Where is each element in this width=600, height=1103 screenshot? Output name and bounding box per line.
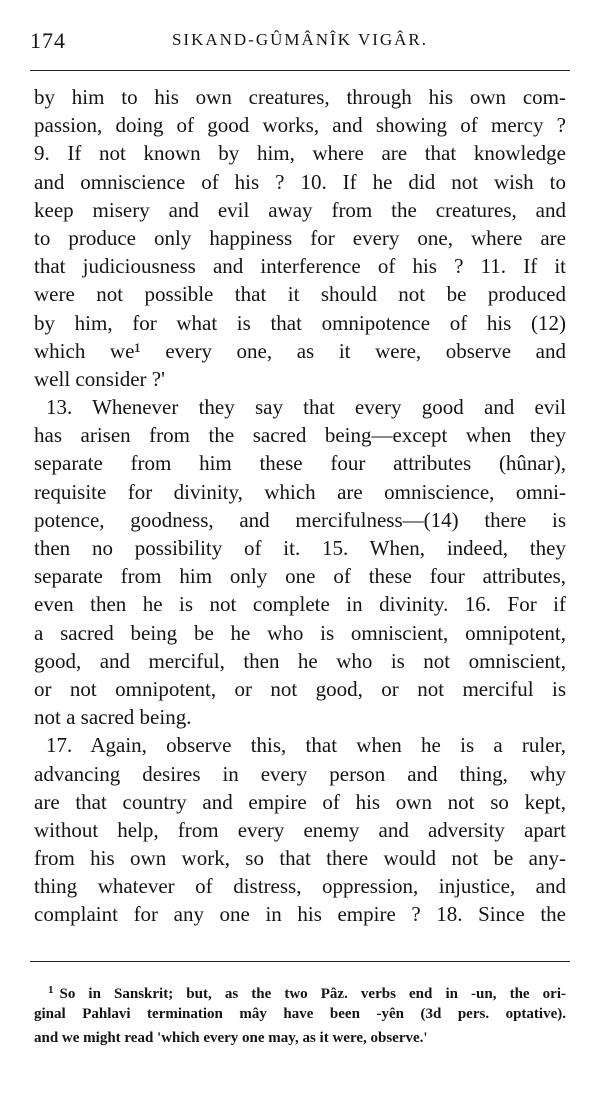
text-line: then no possibility of it. 15. When, indeed, they xyxy=(34,536,566,560)
text-line: potence, goodness, and mercifulness—(14) there is xyxy=(34,507,566,532)
running-title: SIKAND-GÛMÂNÎK VIGÂR. xyxy=(171,30,429,49)
text-line: a sacred being be he who is omniscient, omnipotent, xyxy=(34,620,566,645)
text-line: requisite for divinity, which are omniscience, omni- xyxy=(34,479,566,504)
body-text xyxy=(34,83,566,929)
text-line: or not omnipotent, or not good, or not merciful is xyxy=(34,676,566,701)
text-line: were not possible that it should not be produced xyxy=(34,282,566,307)
text-line: to produce only happiness for every one, where are xyxy=(34,225,566,250)
text-line: are that country and empire of his own not so kept, xyxy=(34,789,566,814)
footnote-marker: 1 xyxy=(48,984,54,996)
text-line: good, and merciful, then he who is not omniscient, xyxy=(34,648,566,673)
text-line: well consider ?' xyxy=(34,366,165,391)
header-rule xyxy=(30,70,570,71)
text-line: 13. Whenever they say that every good and evil xyxy=(46,395,566,420)
footnote-text: So in Sanskrit; but, as the two Pâz. verbs end in -un, the ori- xyxy=(59,986,566,1002)
text-line: has arisen from the sacred being—except when they xyxy=(34,423,566,448)
text-line: complaint for any one in his empire ? 18. Since the xyxy=(34,902,566,927)
page-header xyxy=(30,28,570,54)
text-line: separate from him only one of these four attributes, xyxy=(34,564,566,589)
text-line: keep misery and evil away from the creatures, and xyxy=(34,197,566,222)
text-line: advancing desires in every person and thing, why xyxy=(34,761,566,786)
text-line: which we¹ every one, as it were, observe and xyxy=(34,338,566,363)
text-line: separate from him these four attributes (hûnar), xyxy=(34,451,566,476)
text-line: by him to his own creatures, through his own com- xyxy=(34,85,566,109)
text-line: by him, for what is that omnipotence of his (12) xyxy=(34,310,566,335)
footnote-line: ginal Pahlavi termination mây have been -yên (3d pers. optative). xyxy=(34,1006,566,1022)
text-line: thing whatever of distress, oppression, injustice, and xyxy=(34,874,566,899)
footnote-line: and we might read 'which every one may, as it were, observe.' xyxy=(34,1030,428,1046)
text-line: even then he is not complete in divinity. 16. For if xyxy=(34,592,566,617)
text-line: 17. Again, observe this, that when he is a ruler, xyxy=(46,733,566,758)
text-line: that judiciousness and interference of his ? 11. If it xyxy=(34,254,566,279)
text-line: 9. If not known by him, where are that knowledge xyxy=(34,141,566,166)
page-number: 174 xyxy=(30,28,66,53)
text-line: and omniscience of his ? 10. If he did not wish to xyxy=(34,169,566,194)
text-line: passion, doing of good works, and showing of mercy ? xyxy=(34,113,566,138)
footnote-line xyxy=(34,978,566,1002)
text-line: not a sacred being. xyxy=(34,705,192,730)
footnote xyxy=(34,978,566,1050)
text-line: without help, from every enemy and adversity apart xyxy=(34,817,566,842)
footnote-rule xyxy=(30,961,570,962)
text-line: from his own work, so that there would not be any- xyxy=(34,846,566,871)
